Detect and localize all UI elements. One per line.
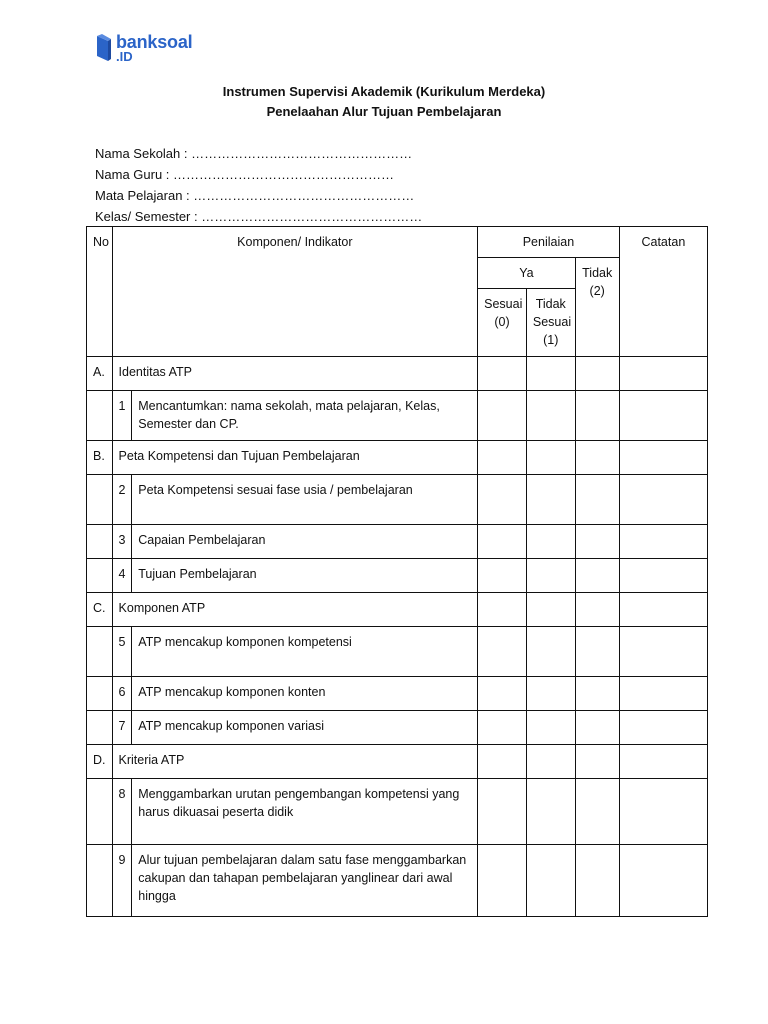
cell-sesuai[interactable] bbox=[478, 559, 527, 593]
cell-tidak[interactable] bbox=[575, 779, 619, 845]
row-blank bbox=[87, 845, 113, 917]
table-row bbox=[87, 559, 708, 593]
item-indicator: Capaian Pembelajaran bbox=[132, 525, 478, 559]
cell-catatan[interactable] bbox=[619, 475, 707, 525]
cell-tidak[interactable] bbox=[575, 593, 619, 627]
cell-tidak-sesuai[interactable] bbox=[526, 845, 575, 917]
header-penilaian: Penilaian bbox=[478, 227, 620, 258]
item-number: 9 bbox=[112, 845, 132, 917]
table-row bbox=[87, 711, 708, 745]
banksoal-logo bbox=[94, 32, 214, 68]
cell-catatan[interactable] bbox=[619, 593, 707, 627]
header-tidak-sesuai: Tidak Sesuai (1) bbox=[526, 289, 575, 357]
cell-tidak-sesuai[interactable] bbox=[526, 745, 575, 779]
cell-sesuai[interactable] bbox=[478, 779, 527, 845]
cell-tidak-sesuai[interactable] bbox=[526, 441, 575, 475]
section-row bbox=[87, 745, 708, 779]
cell-catatan[interactable] bbox=[619, 441, 707, 475]
cell-tidak[interactable] bbox=[575, 391, 619, 441]
cell-tidak-sesuai[interactable] bbox=[526, 627, 575, 677]
cell-tidak[interactable] bbox=[575, 845, 619, 917]
table-row bbox=[87, 845, 708, 917]
cell-tidak[interactable] bbox=[575, 525, 619, 559]
item-indicator: Peta Kompetensi sesuai fase usia / pembelajaran bbox=[132, 475, 478, 525]
cell-tidak-sesuai[interactable] bbox=[526, 677, 575, 711]
header-ya: Ya bbox=[478, 258, 575, 289]
item-number: 4 bbox=[112, 559, 132, 593]
cell-sesuai[interactable] bbox=[478, 845, 527, 917]
header-tidak: Tidak (2) bbox=[575, 258, 619, 357]
cell-tidak[interactable] bbox=[575, 441, 619, 475]
section-letter: A. bbox=[87, 357, 113, 391]
cell-tidak-sesuai[interactable] bbox=[526, 711, 575, 745]
cell-catatan[interactable] bbox=[619, 779, 707, 845]
cell-tidak-sesuai[interactable] bbox=[526, 475, 575, 525]
item-number: 3 bbox=[112, 525, 132, 559]
section-title: Kriteria ATP bbox=[112, 745, 478, 779]
logo-brand-text: banksoal bbox=[116, 32, 193, 52]
cell-tidak[interactable] bbox=[575, 475, 619, 525]
cell-tidak[interactable] bbox=[575, 357, 619, 391]
cell-tidak[interactable] bbox=[575, 559, 619, 593]
item-indicator: ATP mencakup komponen kompetensi bbox=[132, 627, 478, 677]
cell-tidak-sesuai[interactable] bbox=[526, 779, 575, 845]
item-indicator: Alur tujuan pembelajaran dalam satu fase menggambarkan cakupan dan tahapan pembelajaran yanglinear dari awal hingga bbox=[132, 845, 478, 917]
header-sesuai: Sesuai (0) bbox=[478, 289, 527, 357]
section-row bbox=[87, 593, 708, 627]
cell-sesuai[interactable] bbox=[478, 525, 527, 559]
table-row bbox=[87, 677, 708, 711]
cell-catatan[interactable] bbox=[619, 845, 707, 917]
cell-sesuai[interactable] bbox=[478, 441, 527, 475]
section-title: Peta Kompetensi dan Tujuan Pembelajaran bbox=[112, 441, 478, 475]
table-row bbox=[87, 391, 708, 441]
assessment-table bbox=[86, 226, 708, 917]
cell-catatan[interactable] bbox=[619, 525, 707, 559]
section-title: Identitas ATP bbox=[112, 357, 478, 391]
cell-catatan[interactable] bbox=[619, 357, 707, 391]
item-indicator: Menggambarkan urutan pengembangan kompetensi yang harus dikuasai peserta didik bbox=[132, 779, 478, 845]
cell-tidak[interactable] bbox=[575, 677, 619, 711]
cell-catatan[interactable] bbox=[619, 711, 707, 745]
section-row bbox=[87, 441, 708, 475]
cell-catatan[interactable] bbox=[619, 559, 707, 593]
item-number: 1 bbox=[112, 391, 132, 441]
item-number: 7 bbox=[112, 711, 132, 745]
item-indicator: ATP mencakup komponen konten bbox=[132, 677, 478, 711]
cell-tidak-sesuai[interactable] bbox=[526, 357, 575, 391]
header-catatan: Catatan bbox=[619, 227, 707, 357]
cell-sesuai[interactable] bbox=[478, 627, 527, 677]
table-row bbox=[87, 525, 708, 559]
cell-sesuai[interactable] bbox=[478, 475, 527, 525]
cell-tidak-sesuai[interactable] bbox=[526, 559, 575, 593]
row-blank bbox=[87, 525, 113, 559]
cell-tidak[interactable] bbox=[575, 627, 619, 677]
cell-sesuai[interactable] bbox=[478, 677, 527, 711]
cell-sesuai[interactable] bbox=[478, 391, 527, 441]
cell-sesuai[interactable] bbox=[478, 357, 527, 391]
row-blank bbox=[87, 627, 113, 677]
cell-catatan[interactable] bbox=[619, 677, 707, 711]
section-letter: B. bbox=[87, 441, 113, 475]
banksoal-logo-icon bbox=[94, 34, 114, 64]
table-row bbox=[87, 475, 708, 525]
field-mata-pelajaran: Mata Pelajaran : …………………………………………… bbox=[95, 188, 415, 203]
cell-catatan[interactable] bbox=[619, 627, 707, 677]
header-komponen: Komponen/ Indikator bbox=[112, 227, 478, 357]
section-row bbox=[87, 357, 708, 391]
row-blank bbox=[87, 711, 113, 745]
row-blank bbox=[87, 391, 113, 441]
cell-tidak[interactable] bbox=[575, 711, 619, 745]
item-indicator: Tujuan Pembelajaran bbox=[132, 559, 478, 593]
cell-tidak-sesuai[interactable] bbox=[526, 391, 575, 441]
section-title: Komponen ATP bbox=[112, 593, 478, 627]
header-no: No bbox=[87, 227, 113, 357]
row-blank bbox=[87, 475, 113, 525]
table-row bbox=[87, 627, 708, 677]
field-kelas-semester: Kelas/ Semester : …………………………………………… bbox=[95, 209, 423, 224]
item-indicator: ATP mencakup komponen variasi bbox=[132, 711, 478, 745]
document-title: Instrumen Supervisi Akademik (Kurikulum Merdeka) bbox=[222, 84, 546, 99]
logo-sub-text: .ID bbox=[116, 49, 133, 64]
item-indicator: Mencantumkan: nama sekolah, mata pelajaran, Kelas, Semester dan CP. bbox=[132, 391, 478, 441]
row-blank bbox=[87, 779, 113, 845]
cell-sesuai[interactable] bbox=[478, 711, 527, 745]
row-blank bbox=[87, 677, 113, 711]
cell-tidak[interactable] bbox=[575, 745, 619, 779]
document-subtitle: Penelaahan Alur Tujuan Pembelajaran bbox=[266, 104, 502, 119]
field-nama-guru: Nama Guru : …………………………………………… bbox=[95, 167, 395, 182]
row-blank bbox=[87, 559, 113, 593]
item-number: 5 bbox=[112, 627, 132, 677]
item-number: 6 bbox=[112, 677, 132, 711]
section-letter: D. bbox=[87, 745, 113, 779]
field-nama-sekolah: Nama Sekolah : …………………………………………… bbox=[95, 146, 413, 161]
cell-tidak-sesuai[interactable] bbox=[526, 525, 575, 559]
section-letter: C. bbox=[87, 593, 113, 627]
cell-tidak-sesuai[interactable] bbox=[526, 593, 575, 627]
cell-sesuai[interactable] bbox=[478, 593, 527, 627]
table-row bbox=[87, 779, 708, 845]
cell-catatan[interactable] bbox=[619, 745, 707, 779]
cell-sesuai[interactable] bbox=[478, 745, 527, 779]
item-number: 2 bbox=[112, 475, 132, 525]
cell-catatan[interactable] bbox=[619, 391, 707, 441]
item-number: 8 bbox=[112, 779, 132, 845]
